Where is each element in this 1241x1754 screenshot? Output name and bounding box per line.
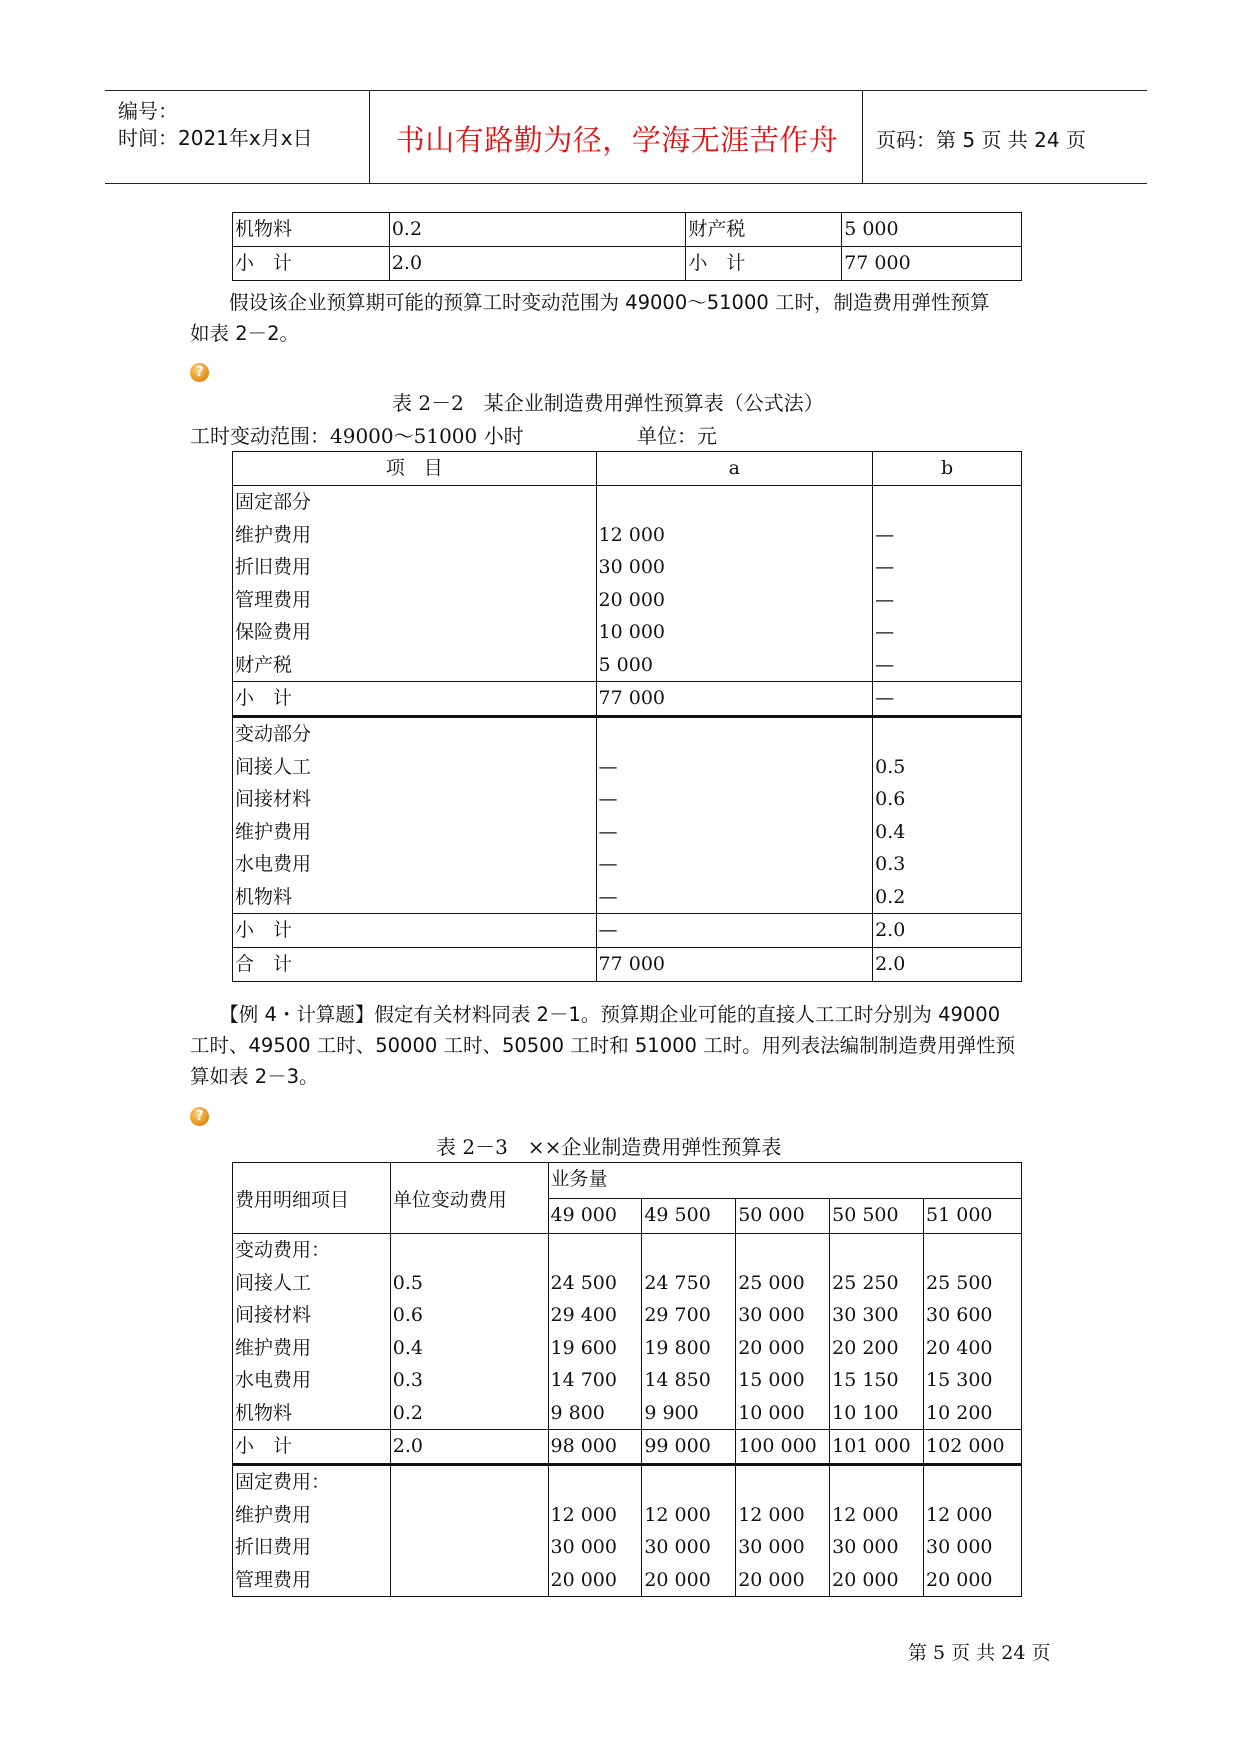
table-row: [233, 948, 1022, 982]
cell-value: 0.6: [875, 788, 906, 810]
cell-value: 25 000: [738, 1271, 805, 1294]
table-cell: 小 计: [686, 247, 842, 281]
row-label: 维护费用: [235, 820, 312, 843]
paragraph-line: 【例 4・计算题】假定有关材料同表 2－1。预算期企业可能的直接人工工时分别为 49000: [190, 1003, 1001, 1026]
cell-value: —: [596, 914, 873, 948]
cell-value: 14 700: [550, 1369, 617, 1391]
cell-value: —: [875, 653, 895, 676]
row-label: 变动部分: [235, 723, 312, 745]
row-label: 水电费用: [235, 853, 312, 875]
table-cell: 机物料: [233, 213, 390, 247]
table-row: [233, 486, 1022, 682]
row-label: 间接材料: [235, 1304, 312, 1326]
row-label: 固定部分: [235, 491, 312, 513]
table-header-row: [233, 1163, 1022, 1199]
cell-value: —: [873, 682, 1022, 717]
subtotal-label: 小 计: [233, 682, 597, 717]
cell-value: 10 100: [832, 1401, 899, 1424]
cell-value: 30 000: [598, 556, 665, 578]
volume-cell: [830, 1465, 924, 1597]
paragraph-line: 工时、49500 工时、50000 工时、50500 工时和 51000 工时。用列表法编制制造费用弹性预: [190, 1034, 1016, 1057]
volume-cell: [548, 1465, 642, 1597]
cell-value: 30 000: [926, 1536, 993, 1558]
cell-value: 19 600: [550, 1336, 617, 1359]
cell-value: [551, 1234, 640, 1267]
column-header: b: [873, 452, 1022, 486]
row-label: 保险费用: [235, 621, 312, 643]
cell-value: [738, 1466, 827, 1499]
variable-items-cell: [233, 1234, 391, 1430]
cell-value: 20 000: [738, 1336, 805, 1359]
unit-cost-cell: [390, 1234, 548, 1430]
table-row: [233, 1234, 1022, 1430]
header-page-number: 页码：第 5 页 共 24 页: [876, 128, 1086, 152]
volume-cell: [736, 1234, 830, 1430]
volume-cell: [924, 1465, 1022, 1597]
cell-value: 77 000: [596, 948, 873, 982]
cell-value: —: [875, 588, 895, 611]
cell-value: —: [598, 755, 618, 778]
table-row: [233, 1430, 1022, 1465]
volume-header: 51 000: [924, 1198, 1022, 1234]
cell-value: [393, 1234, 546, 1267]
table-header-row: [233, 452, 1022, 486]
cell-value: 30 000: [644, 1536, 711, 1558]
subtotal-label: 小 计: [233, 1430, 391, 1465]
cell-value: 5 000: [598, 653, 653, 676]
cell-value: 2.0: [390, 1430, 548, 1465]
cell-value: 0.5: [875, 755, 906, 778]
cell-value: 20 400: [926, 1336, 993, 1359]
table-row: [233, 213, 1022, 247]
column-header: 单位变动费用: [390, 1163, 548, 1234]
cell-value: 20 000: [738, 1568, 805, 1591]
cell-value: 15 300: [926, 1369, 993, 1391]
table-row: [233, 247, 1022, 281]
row-label: 折旧费用: [235, 1536, 312, 1558]
row-label: 财产税: [235, 653, 293, 676]
table-row: [233, 682, 1022, 717]
cell-value: 10 000: [738, 1401, 805, 1424]
variable-items-cell: [233, 717, 597, 914]
cell-value: 20 200: [832, 1336, 899, 1359]
cell-value: —: [875, 556, 895, 578]
header-top-rule: [105, 90, 1147, 91]
volume-cell: [548, 1234, 642, 1430]
unit-note: 单位：元: [637, 424, 717, 448]
header-divider: [369, 90, 370, 184]
table-cell: 2.0: [389, 247, 686, 281]
table-row: [233, 1465, 1022, 1597]
cell-value: [832, 1234, 921, 1267]
table-row: [233, 717, 1022, 914]
cell-value: 30 300: [832, 1304, 899, 1326]
question-icon[interactable]: ?: [190, 363, 209, 382]
cell-value: 102 000: [924, 1430, 1022, 1465]
fixed-b-cell: [873, 486, 1022, 682]
cell-value: 20 000: [926, 1568, 993, 1591]
paragraph: [190, 287, 989, 349]
cell-value: 25 500: [926, 1271, 993, 1294]
cell-value: 14 850: [644, 1369, 711, 1391]
cell-value: 15 150: [832, 1369, 899, 1391]
table-caption: 表 2－3 ××企业制造费用弹性预算表: [436, 1135, 782, 1159]
fixed-items-cell: [233, 486, 597, 682]
row-label: 间接材料: [235, 788, 312, 810]
cell-value: 30 000: [550, 1536, 617, 1558]
cell-value: [393, 1531, 546, 1564]
row-label: 变动费用：: [235, 1239, 331, 1261]
cell-value: [875, 718, 1019, 751]
cell-value: 30 600: [926, 1304, 993, 1326]
volume-cell: [830, 1234, 924, 1430]
cell-value: 0.6: [392, 1304, 423, 1326]
paragraph-line: 算如表 2－3。: [190, 1065, 319, 1088]
row-label: 维护费用: [235, 1336, 312, 1359]
cell-value: 100 000: [736, 1430, 830, 1465]
cell-value: 30 000: [738, 1304, 805, 1326]
table-cell: 0.2: [389, 213, 686, 247]
subtotal-label: 小 计: [233, 914, 597, 948]
volume-header: 50 000: [736, 1198, 830, 1234]
cell-value: 9 900: [644, 1401, 699, 1424]
variable-b-cell: [873, 717, 1022, 914]
cell-value: 12 000: [738, 1503, 805, 1526]
cell-value: 24 500: [550, 1271, 617, 1294]
cell-value: [393, 1564, 546, 1597]
row-label: 水电费用: [235, 1369, 312, 1391]
row-label: 维护费用: [235, 523, 312, 546]
row-label: 间接人工: [235, 755, 312, 778]
cell-value: [551, 1466, 640, 1499]
total-label: 合 计: [233, 948, 597, 982]
cell-value: 12 000: [832, 1503, 899, 1526]
volume-cell: [736, 1465, 830, 1597]
row-label: 固定费用：: [235, 1471, 331, 1493]
page-footer: 第 5 页 共 24 页: [908, 1642, 1051, 1664]
cell-value: [926, 1234, 1019, 1267]
cell-value: 0.3: [875, 853, 906, 875]
cell-value: 0.4: [392, 1336, 423, 1359]
cell-value: [832, 1466, 921, 1499]
header-bottom-rule: [105, 183, 1147, 184]
doc-time-label: 时间：2021年x月x日: [118, 126, 313, 150]
cell-value: [393, 1466, 546, 1499]
cell-value: [393, 1499, 546, 1532]
cell-value: 0.3: [392, 1369, 423, 1391]
question-icon[interactable]: ?: [190, 1107, 209, 1126]
table-2-3: [232, 1162, 1022, 1597]
header-divider: [862, 90, 863, 184]
cell-value: 12 000: [926, 1503, 993, 1526]
cell-value: 101 000: [830, 1430, 924, 1465]
table-2-1-continued: [232, 212, 1022, 281]
row-label: 管理费用: [235, 1568, 312, 1591]
cell-value: —: [598, 820, 618, 843]
table-cell: 77 000: [842, 247, 1022, 281]
cell-value: 29 400: [550, 1304, 617, 1326]
variable-a-cell: [596, 717, 873, 914]
table-cell: 财产税: [686, 213, 842, 247]
fixed-a-cell: [596, 486, 873, 682]
cell-value: —: [598, 885, 618, 908]
volume-header: 49 000: [548, 1198, 642, 1234]
column-header: 费用明细项目: [233, 1163, 391, 1234]
cell-value: 0.5: [392, 1271, 423, 1294]
cell-value: 12 000: [598, 523, 665, 546]
row-label: 管理费用: [235, 588, 312, 611]
cell-value: 10 000: [598, 621, 665, 643]
cell-value: 20 000: [598, 588, 665, 611]
cell-value: 0.2: [392, 1401, 423, 1424]
doc-number-label: 编号：: [118, 99, 178, 123]
cell-value: —: [598, 788, 618, 810]
cell-value: [926, 1466, 1019, 1499]
column-header: 项 目: [233, 452, 597, 486]
row-label: 机物料: [235, 1401, 293, 1424]
cell-value: 19 800: [644, 1336, 711, 1359]
cell-value: [738, 1234, 827, 1267]
cell-value: [644, 1466, 733, 1499]
column-header: 业务量: [548, 1163, 1022, 1199]
cell-value: [599, 718, 871, 751]
cell-value: 20 000: [644, 1568, 711, 1591]
volume-cell: [924, 1234, 1022, 1430]
cell-value: 2.0: [873, 914, 1022, 948]
cell-value: 98 000: [548, 1430, 642, 1465]
cell-value: 29 700: [644, 1304, 711, 1326]
cell-value: 12 000: [644, 1503, 711, 1526]
range-note: 工时变动范围：49000～51000 小时: [190, 424, 524, 448]
cell-value: —: [875, 621, 895, 643]
cell-value: 0.4: [875, 820, 906, 843]
cell-value: 0.2: [875, 885, 906, 908]
table-row: [233, 914, 1022, 948]
cell-value: —: [598, 853, 618, 875]
cell-value: 99 000: [642, 1430, 736, 1465]
cell-value: 15 000: [738, 1369, 805, 1391]
volume-cell: [642, 1465, 736, 1597]
cell-value: 20 000: [550, 1568, 617, 1591]
table-cell: 5 000: [842, 213, 1022, 247]
cell-value: 30 000: [738, 1536, 805, 1558]
cell-value: [875, 486, 1019, 519]
unit-cost-cell: [390, 1465, 548, 1597]
table-caption: 表 2－2 某企业制造费用弹性预算表（公式法）: [392, 391, 824, 415]
cell-value: 12 000: [550, 1503, 617, 1526]
cell-value: 24 750: [644, 1271, 711, 1294]
paragraph-line: 假设该企业预算期可能的预算工时变动范围为 49000～51000 工时，制造费用弹性预算: [190, 291, 990, 314]
row-label: 折旧费用: [235, 556, 312, 578]
cell-value: —: [875, 523, 895, 546]
fixed-items-cell: [233, 1465, 391, 1597]
cell-value: 25 250: [832, 1271, 899, 1294]
paragraph: [190, 999, 1015, 1092]
table-2-2: [232, 451, 1022, 982]
paragraph-line: 如表 2－2。: [190, 322, 300, 345]
table-cell: 小 计: [233, 247, 390, 281]
cell-value: 20 000: [832, 1568, 899, 1591]
cell-value: 2.0: [873, 948, 1022, 982]
header-motto: 书山有路勤为径，学海无涯苦作舟: [395, 123, 839, 157]
row-label: 间接人工: [235, 1271, 312, 1294]
row-label: 维护费用: [235, 1503, 312, 1526]
volume-header: 49 500: [642, 1198, 736, 1234]
volume-cell: [642, 1234, 736, 1430]
column-header: a: [596, 452, 873, 486]
row-label: 机物料: [235, 885, 293, 908]
volume-header: 50 500: [830, 1198, 924, 1234]
cell-value: 30 000: [832, 1536, 899, 1558]
cell-value: [644, 1234, 733, 1267]
cell-value: 77 000: [596, 682, 873, 717]
cell-value: 10 200: [926, 1401, 993, 1424]
cell-value: 9 800: [550, 1401, 605, 1424]
cell-value: [599, 486, 871, 519]
